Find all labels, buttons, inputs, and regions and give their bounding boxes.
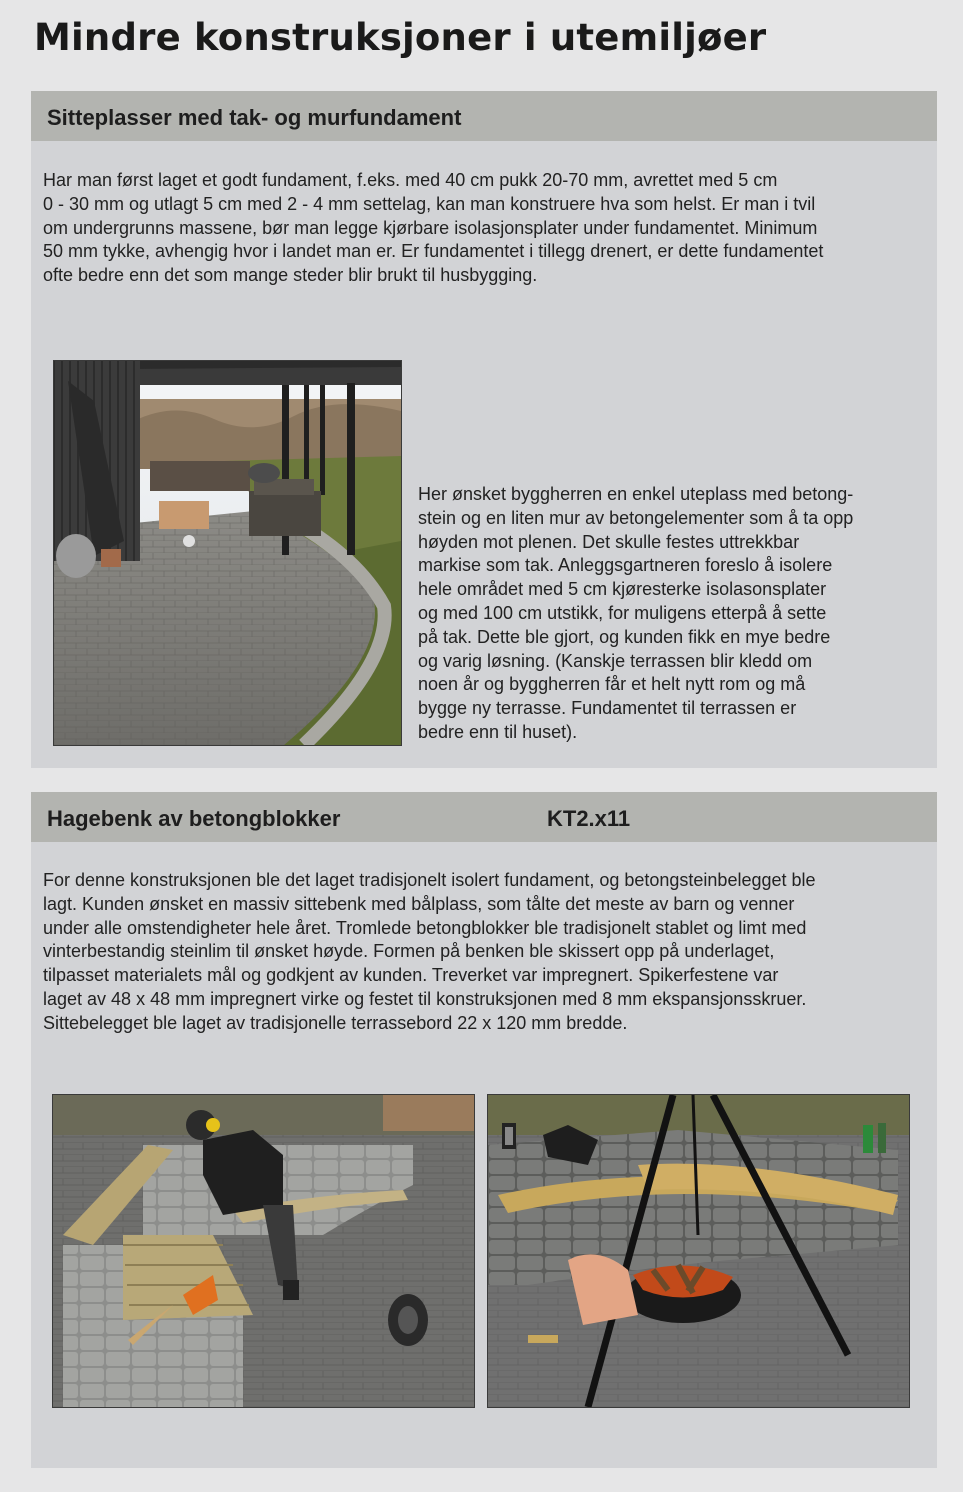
text-line: om undergrunns massene, bør man legge kjørbare isolasjonsplater under fundamentet. Minimum xyxy=(43,217,818,238)
section-terrace xyxy=(31,91,937,768)
text-line: noen år og byggherren får et helt nytt rom og må xyxy=(418,674,806,695)
bench-construction-photo xyxy=(52,1094,475,1408)
text-line: 0 - 30 mm og utlagt 5 cm med 2 - 4 mm settelag, kan man konstruere hva som helst. Er man i tvil xyxy=(43,193,816,214)
text-line: stein og en liten mur av betongelementer som å ta opp xyxy=(418,507,854,528)
section-intro-text xyxy=(43,169,823,288)
terrace-photo xyxy=(53,360,402,746)
text-line: Her ønsket byggherren en enkel uteplass med betong- xyxy=(418,484,854,504)
section-code: KT2.x11 xyxy=(547,806,631,831)
text-line: på tak. Dette ble gjort, og kunden fikk en mye bedre xyxy=(418,626,831,647)
terrace-photo-caption xyxy=(418,483,853,745)
text-line: 50 mm tykke, avhengig hvor i landet man er. Er fundamentet i tillegg drenert, er dette fundamentet xyxy=(43,241,824,262)
text-line: bygge ny terrasse. Fundamentet til terrassen er xyxy=(418,698,797,719)
text-line: hele området med 5 cm kjøresterke isolasonsplater xyxy=(418,579,827,600)
section-garden-bench xyxy=(31,792,937,1468)
section-heading: Hagebenk av betongblokker xyxy=(47,806,341,831)
text-line: tilpasset materialets mål og godkjent av kunden. Treverket var impregnert. Spikerfestene var xyxy=(43,965,779,986)
text-line: For denne konstruksjonen ble det laget tradisjonelt isolert fundament, og betongsteinbelegget ble xyxy=(43,870,816,890)
text-line: under alle omstendigheter hele året. Tromlede betongblokker ble tradisjonelt stablet og limt med xyxy=(43,917,807,938)
page-title: Mindre konstruksjoner i utemiljøer xyxy=(34,16,767,59)
section-header xyxy=(31,91,937,141)
section-heading: Sitteplasser med tak- og murfundament xyxy=(47,105,462,130)
text-line: bedre enn til huset). xyxy=(418,721,578,742)
section-body-text xyxy=(43,869,816,1036)
text-line: laget av 48 x 48 mm impregnert virke og festet til konstruksjonen med 8 mm ekspansjonsskruer. xyxy=(43,988,807,1009)
text-line: Sittebelegget ble laget av tradisjonelle terrassebord 22 x 120 mm bredde. xyxy=(43,1012,628,1033)
text-line: lagt. Kunden ønsket en massiv sittebenk med bålplass, som tålte det meste av barn og venner xyxy=(43,893,795,914)
text-line: markise som tak. Anleggsgartneren foreslo å isolere xyxy=(418,555,833,576)
text-line: og varig løsning. (Kanskje terrassen blir kledd om xyxy=(418,650,813,671)
text-line: ofte bedre enn det som mange steder blir brukt til husbygging. xyxy=(43,265,538,286)
section-header xyxy=(31,792,937,842)
text-line: vinterbestandig steinlim til ønsket høyde. Formen på benken ble skissert opp på underlaget, xyxy=(43,941,775,962)
text-line: Har man først laget et godt fundament, f.eks. med 40 cm pukk 20-70 mm, avrettet med 5 cm xyxy=(43,170,778,190)
text-line: høyden mot plenen. Det skulle festes uttrekkbar xyxy=(418,531,800,552)
text-line: og med 100 cm utstikk, for muligens etterpå å sette xyxy=(418,602,827,623)
bench-fireplace-photo xyxy=(487,1094,910,1408)
